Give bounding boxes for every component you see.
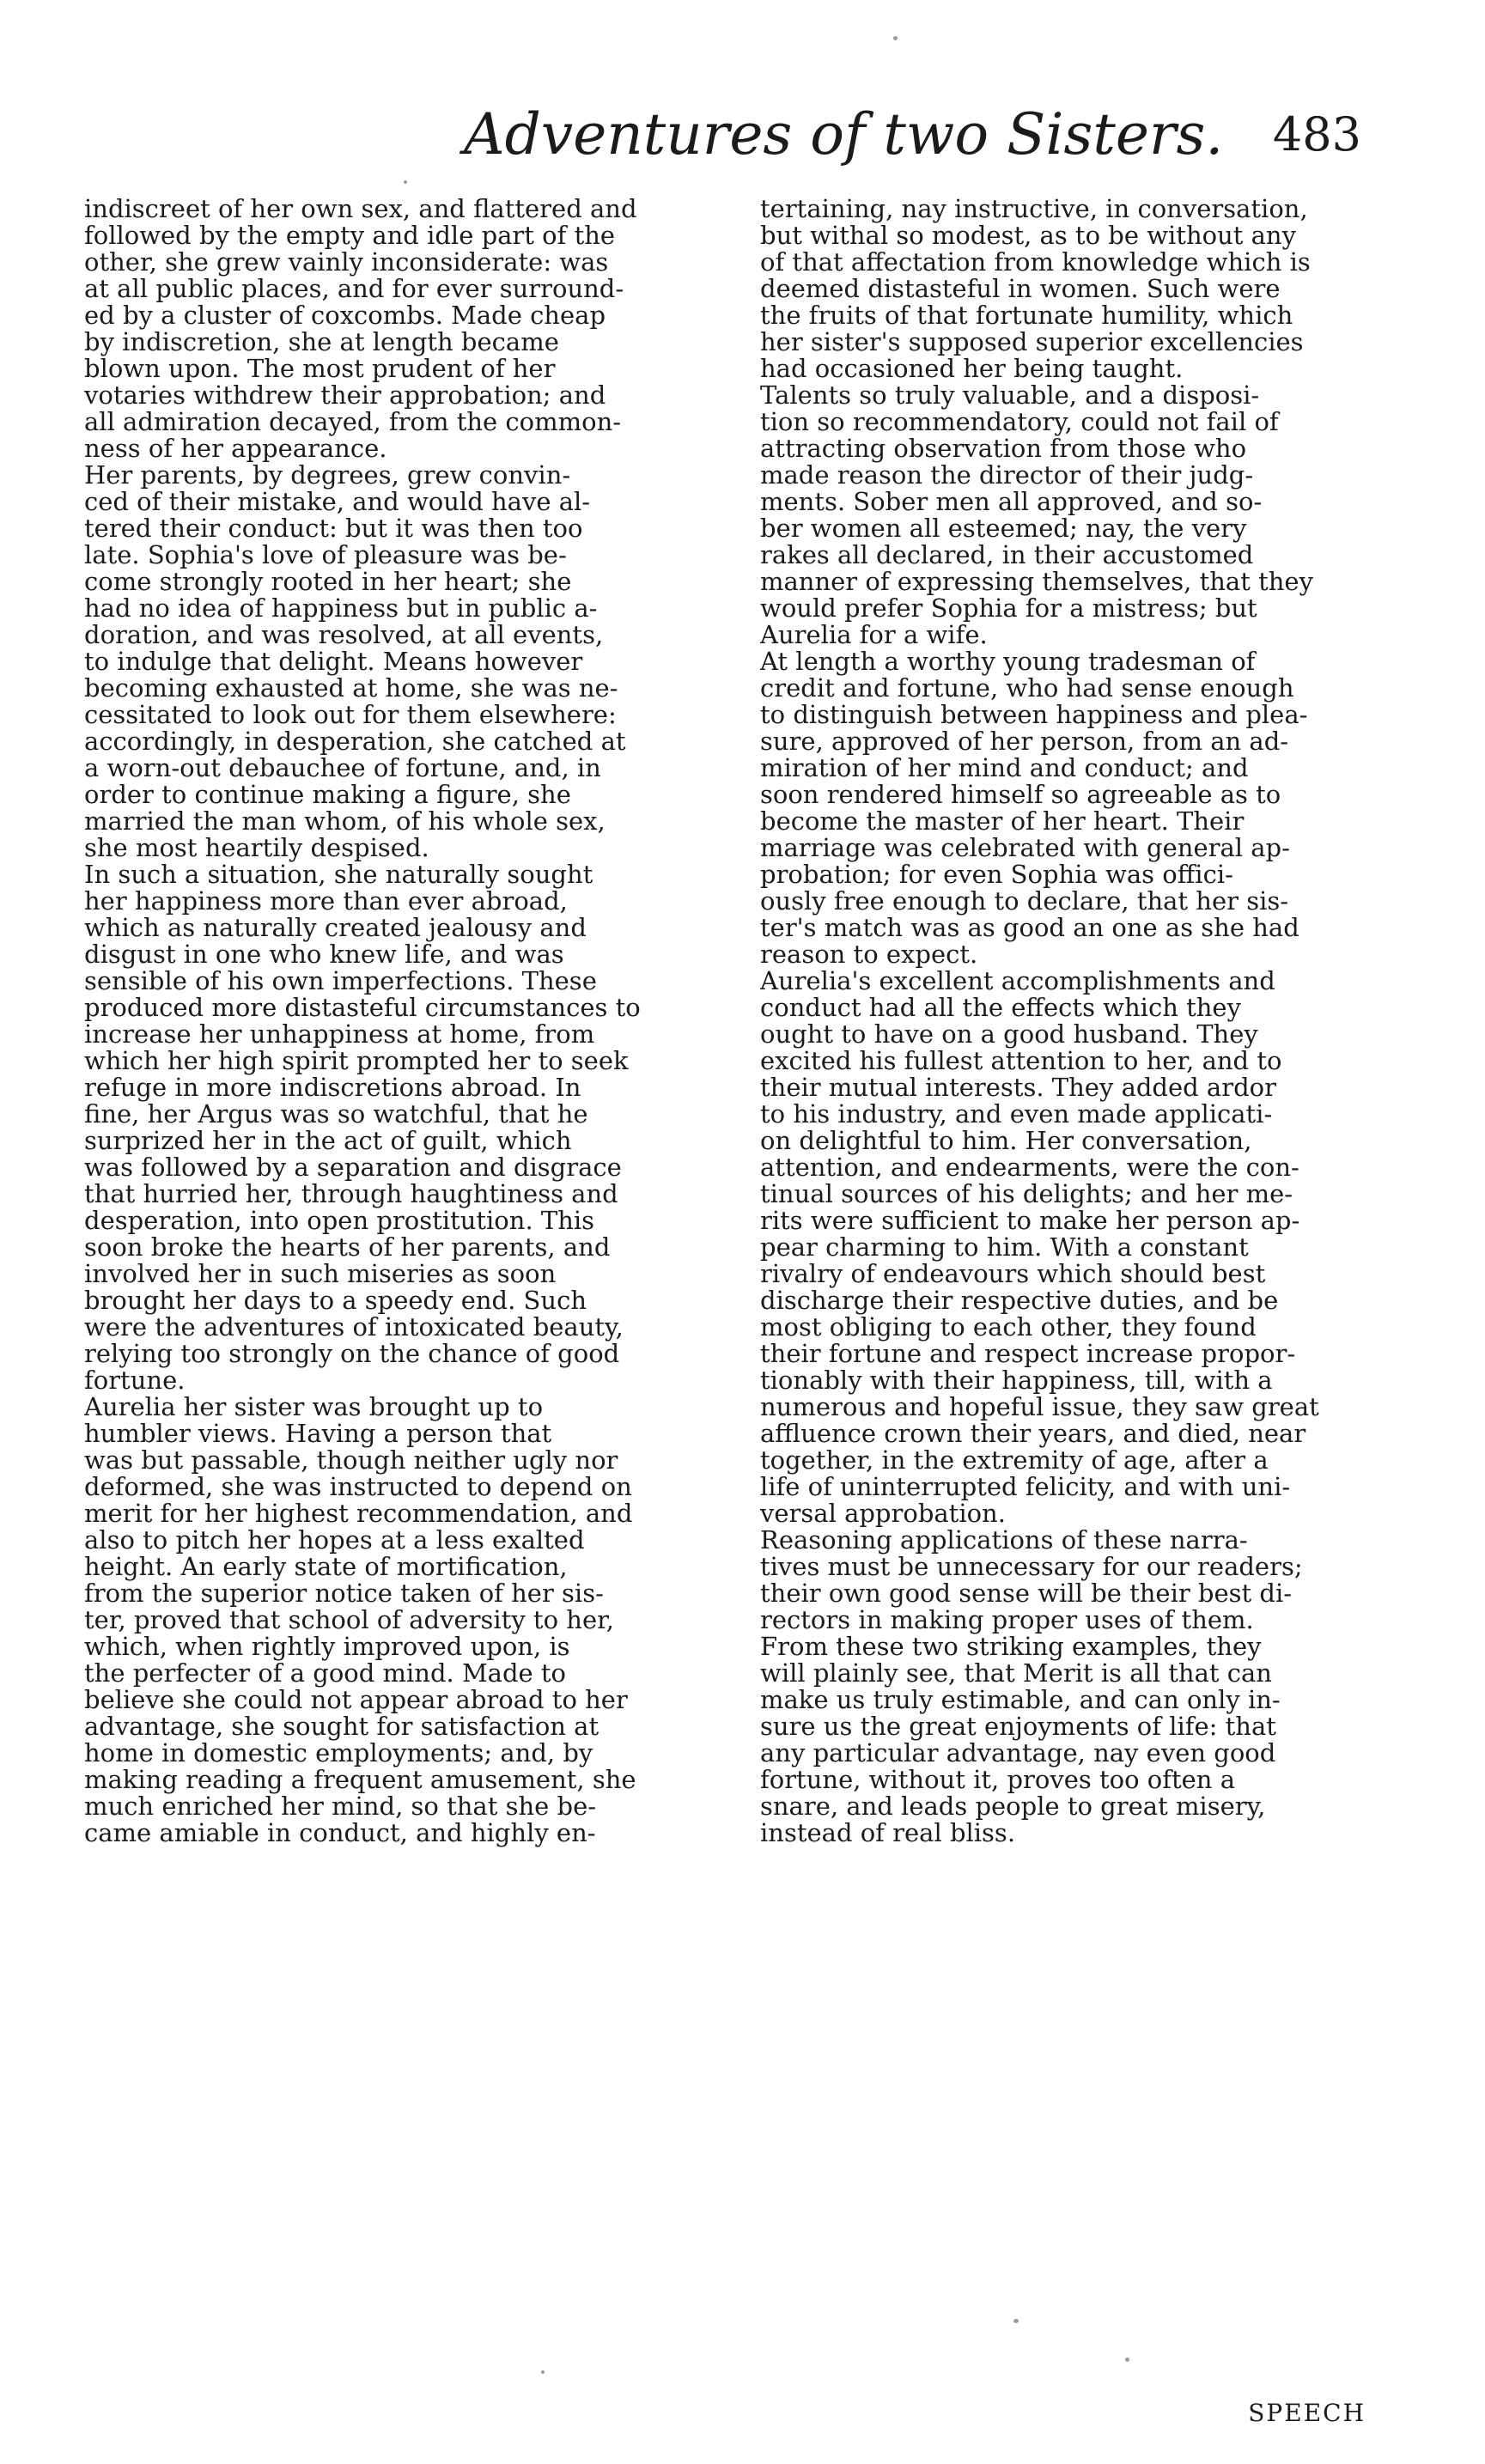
text-line: her sister's supposed superior excellencies (760, 327, 1304, 356)
text-line: versal approbation. (760, 1499, 1006, 1528)
running-title: Adventures of two Sisters. (464, 101, 1224, 167)
text-line: also to pitch her hopes at a less exalted (84, 1525, 585, 1554)
text-line: fortune, without it, proves too often a (760, 1765, 1235, 1794)
text-line: Aurelia her sister was brought up to (84, 1392, 544, 1421)
text-line: ously free enough to declare, that her sis- (760, 886, 1289, 916)
text-line: came amiable in conduct, and highly en- (84, 1818, 596, 1847)
text-line: indiscreet of her own sex, and flattered and (84, 196, 637, 223)
text-line: the fruits of that fortunate humility, which (760, 301, 1293, 330)
text-line: on delightful to him. Her conversation, (760, 1126, 1252, 1155)
text-line: sure us the great enjoyments of life: that (760, 1712, 1276, 1741)
text-line: snare, and leads people to great misery, (760, 1792, 1266, 1821)
text-line: were the adventures of intoxicated beauty, (84, 1312, 624, 1342)
text-line: brought her days to a speedy end. Such (84, 1286, 587, 1315)
text-line: but withal so modest, as to be without any (760, 221, 1296, 250)
text-line: at all public places, and for ever surround- (84, 274, 624, 303)
text-line: accordingly, in desperation, she catched at (84, 727, 626, 756)
text-line: increase her unhappiness at home, from (84, 1019, 595, 1049)
right-column (760, 196, 1411, 2257)
text-line: tinual sources of his delights; and her me- (760, 1179, 1293, 1208)
text-line: probation; for even Sophia was offici- (760, 860, 1233, 889)
text-line: tion so recommendatory, could not fail of (760, 407, 1279, 436)
text-line: making reading a frequent amusement, she (84, 1765, 636, 1794)
text-line: Aurelia for a wife. (760, 620, 988, 649)
text-line: sure, approved of her person, from an ad- (760, 727, 1289, 756)
text-line: miration of her mind and conduct; and (760, 753, 1249, 782)
text-line: the perfecter of a good mind. Made to (84, 1658, 567, 1688)
print-speck (1013, 2319, 1019, 2323)
text-line: together, in the extremity of age, after a (760, 1445, 1269, 1475)
print-speck (893, 36, 898, 40)
text-line: ter, proved that school of adversity to her, (84, 1605, 615, 1634)
text-line: soon broke the hearts of her parents, and (84, 1232, 611, 1262)
text-line: life of uninterrupted felicity, and with uni- (760, 1472, 1291, 1501)
text-line: involved her in such miseries as soon (84, 1259, 557, 1288)
text-line: fine, her Argus was so watchful, that he (84, 1099, 588, 1129)
text-line: surprized her in the act of guilt, which (84, 1126, 572, 1155)
text-line: advantage, she sought for satisfaction at (84, 1712, 599, 1741)
text-line: doration, and was resolved, at all events, (84, 620, 604, 649)
text-line: instead of real bliss. (760, 1818, 1016, 1847)
text-line: tered their conduct: but it was then too (84, 514, 583, 543)
text-line: of that affectation from knowledge which is (760, 247, 1311, 277)
text-line: order to continue making a figure, she (84, 780, 571, 809)
text-line: rakes all declared, in their accustomed (760, 540, 1254, 569)
text-line: refuge in more indiscretions abroad. In (84, 1073, 581, 1102)
text-line: becoming exhausted at home, she was ne- (84, 673, 618, 703)
print-speck (541, 2370, 545, 2374)
text-line: excited his fullest attention to her, and to (760, 1046, 1282, 1075)
text-line: come strongly rooted in her heart; she (84, 567, 572, 596)
page-number: 483 (1272, 107, 1361, 161)
text-line: all admiration decayed, from the common- (84, 407, 622, 436)
text-line: soon rendered himself so agreeable as to (760, 780, 1281, 809)
text-line: cessitated to look out for them elsewhere: (84, 700, 617, 729)
text-line: will plainly see, that Merit is all that can (760, 1658, 1272, 1688)
print-speck (1125, 2358, 1129, 2362)
text-line: reason to expect. (760, 940, 978, 969)
text-line: become the master of her heart. Their (760, 806, 1245, 836)
text-line: made reason the director of their judg- (760, 460, 1254, 490)
text-line: manner of expressing themselves, that they (760, 567, 1313, 596)
text-line: home in domestic employments; and, by (84, 1738, 593, 1767)
text-line: rectors in making proper uses of them. (760, 1605, 1254, 1634)
text-line: attracting observation from those who (760, 434, 1247, 463)
text-line: votaries withdrew their approbation; and (84, 380, 606, 410)
text-line: late. Sophia's love of pleasure was be- (84, 540, 567, 569)
text-line: ed by a cluster of coxcombs. Made cheap (84, 301, 606, 330)
text-line: conduct had all the effects which they (760, 993, 1241, 1022)
text-line: Her parents, by degrees, grew convin- (84, 460, 571, 490)
text-line: From these two striking examples, they (760, 1632, 1262, 1661)
text-line: deformed, she was instructed to depend on (84, 1472, 632, 1501)
text-line: merit for her highest recommendation, and (84, 1499, 633, 1528)
text-line: any particular advantage, nay even good (760, 1738, 1276, 1767)
text-line: ced of their mistake, and would have al- (84, 487, 591, 516)
text-line: her happiness more than ever abroad, (84, 886, 568, 916)
text-line: tives must be unnecessary for our readers; (760, 1552, 1303, 1581)
text-line: Aurelia's excellent accomplishments and (760, 966, 1275, 995)
text-line: most obliging to each other, they found (760, 1312, 1257, 1342)
text-line: In such a situation, she naturally sought (84, 860, 593, 889)
text-line: desperation, into open prostitution. This (84, 1206, 595, 1235)
text-line: that hurried her, through haughtiness and (84, 1179, 618, 1208)
text-line: followed by the empty and idle part of the (84, 221, 616, 250)
text-line: produced more distasteful circumstances to (84, 993, 641, 1022)
text-line: rivalry of endeavours which should best (760, 1259, 1266, 1288)
text-line: credit and fortune, who had sense enough (760, 673, 1294, 703)
text-line: relying too strongly on the chance of good (84, 1339, 620, 1368)
text-line: affluence crown their years, and died, near (760, 1419, 1306, 1448)
catchword: SPEECH (1248, 2399, 1366, 2427)
text-line: deemed distasteful in women. Such were (760, 274, 1281, 303)
text-line: make us truly estimable, and can only in- (760, 1685, 1281, 1714)
text-line: would prefer Sophia for a mistress; but (760, 593, 1257, 623)
text-line: to distinguish between happiness and plea- (760, 700, 1308, 729)
text-line: which, when rightly improved upon, is (84, 1632, 570, 1661)
text-line: their mutual interests. They added ardor (760, 1073, 1276, 1102)
text-line: attention, and endearments, were the con- (760, 1153, 1299, 1182)
text-line: sensible of his own imperfections. These (84, 966, 597, 995)
text-line: tionably with their happiness, till, with a (760, 1366, 1273, 1395)
text-line: a worn-out debauchee of fortune, and, in (84, 753, 601, 782)
text-line: was but passable, though neither ugly nor (84, 1445, 618, 1475)
text-line: which her high spirit prompted her to seek (84, 1046, 629, 1075)
text-line: blown upon. The most prudent of her (84, 354, 556, 383)
text-line: had occasioned her being taught. (760, 354, 1184, 383)
text-line: disgust in one who knew life, and was (84, 940, 564, 969)
text-line: was followed by a separation and disgrace (84, 1153, 622, 1182)
text-line: fortune. (84, 1366, 186, 1395)
left-column (84, 196, 735, 2257)
text-line: Reasoning applications of these narra- (760, 1525, 1248, 1554)
text-line: she most heartily despised. (84, 833, 429, 862)
text-line: other, she grew vainly inconsiderate: was (84, 247, 609, 277)
text-line: rits were sufficient to make her person ap- (760, 1206, 1300, 1235)
text-line: humbler views. Having a person that (84, 1419, 552, 1448)
text-line: height. An early state of mortification, (84, 1552, 568, 1581)
text-line: much enriched her mind, so that she be- (84, 1792, 597, 1821)
text-line: their own good sense will be their best di- (760, 1579, 1293, 1608)
text-line: numerous and hopeful issue, they saw great (760, 1392, 1319, 1421)
text-line: married the man whom, of his whole sex, (84, 806, 606, 836)
text-line: from the superior notice taken of her sis- (84, 1579, 604, 1608)
text-line: believe she could not appear abroad to her (84, 1685, 628, 1714)
text-line: ought to have on a good husband. They (760, 1019, 1258, 1049)
text-line: ments. Sober men all approved, and so- (760, 487, 1263, 516)
text-line: pear charming to him. With a constant (760, 1232, 1249, 1262)
text-line: discharge their respective duties, and be (760, 1286, 1279, 1315)
text-line: their fortune and respect increase propor- (760, 1339, 1296, 1368)
text-line: to his industry, and even made applicati- (760, 1099, 1273, 1129)
text-line: Talents so truly valuable, and a disposi- (760, 380, 1260, 410)
text-line: to indulge that delight. Means however (84, 647, 583, 676)
text-line: by indiscretion, she at length became (84, 327, 559, 356)
text-line: had no idea of happiness but in public a- (84, 593, 598, 623)
text-line: tertaining, nay instructive, in conversation, (760, 196, 1308, 223)
text-line: ter's match was as good an one as she had (760, 913, 1299, 942)
text-line: At length a worthy young tradesman of (760, 647, 1256, 676)
text-line: which as naturally created jealousy and (84, 913, 587, 942)
print-speck (404, 180, 407, 184)
text-line: ness of her appearance. (84, 434, 387, 463)
text-line: ber women all esteemed; nay, the very (760, 514, 1247, 543)
text-line: marriage was celebrated with general ap- (760, 833, 1290, 862)
